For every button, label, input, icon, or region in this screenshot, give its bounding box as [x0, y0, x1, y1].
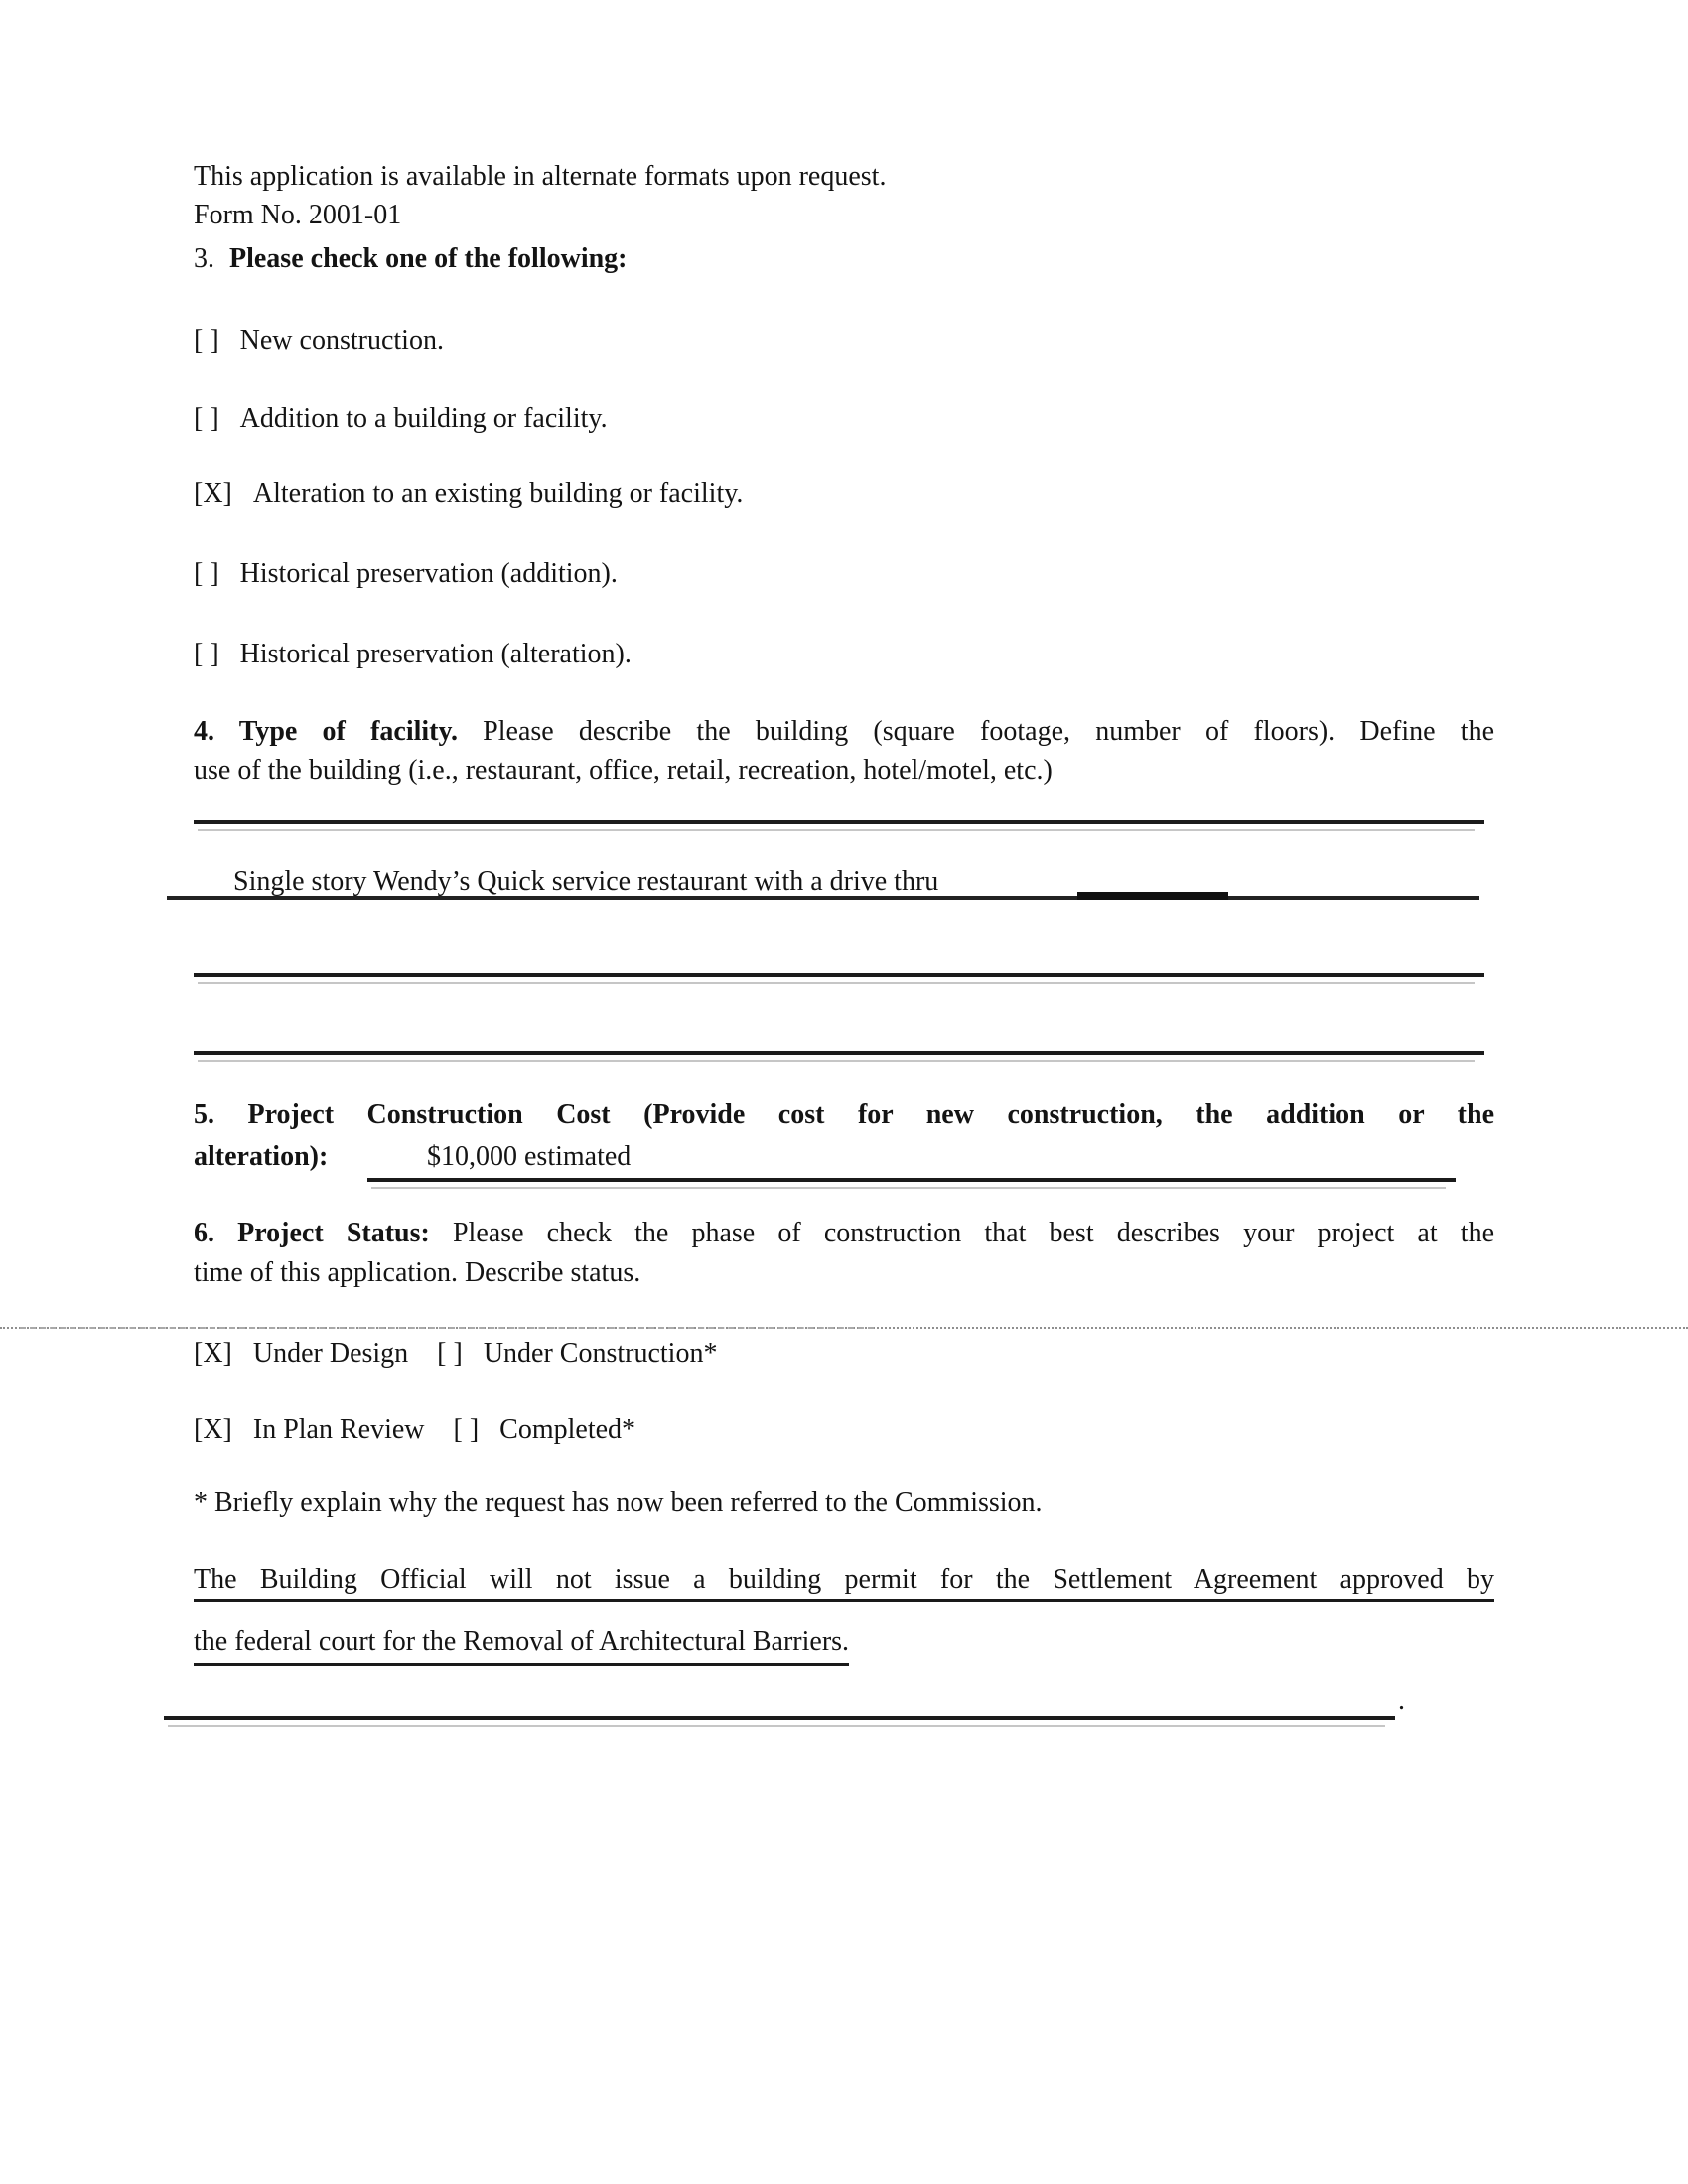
- section-5-line-1: 5. Project Construction Cost (Provide cost for new construction, the addition or the: [194, 1099, 1494, 1130]
- checkbox-under-construction[interactable]: [ ]: [437, 1338, 463, 1369]
- checkbox-historical-addition[interactable]: [ ]: [194, 558, 219, 589]
- checkbox-historical-alteration[interactable]: [ ]: [194, 639, 219, 669]
- explanation-line-1: The Building Official will not issue a building permit for the Settlement Agreement approved by: [194, 1561, 1494, 1602]
- option-addition: [194, 400, 608, 438]
- checkbox-under-design[interactable]: [X]: [194, 1338, 232, 1369]
- cost-label: alteration):: [194, 1141, 329, 1172]
- project-status-heading: 6. Project Status:: [194, 1218, 430, 1248]
- section-4-line-1-rest: Please describe the building (square footage, number of floors). Define the: [457, 716, 1494, 747]
- section-3-number: 3.: [194, 243, 214, 274]
- option-historical-addition: [194, 555, 618, 593]
- label-alteration: Alteration to an existing building or facility.: [252, 478, 744, 509]
- footnote-text: * Briefly explain why the request has now been referred to the Commission.: [194, 1487, 1043, 1518]
- form-number: Form No. 2001-01: [194, 200, 402, 230]
- checkbox-alteration[interactable]: [X]: [194, 478, 232, 509]
- section-3-title: Please check one of the following:: [229, 243, 628, 274]
- section-6-line-2: time of this application. Describe status.: [194, 1257, 641, 1288]
- facility-answer-underline-heavy-segment: [1077, 892, 1228, 900]
- option-new-construction: [194, 322, 444, 360]
- explanation-line-2-row: [194, 1623, 849, 1666]
- cost-answer-text[interactable]: $10,000 estimated: [427, 1141, 632, 1172]
- explanation-line-2: the federal court for the Removal of Architectural Barriers.: [194, 1623, 849, 1666]
- facility-answer-text[interactable]: Single story Wendy’s Quick service restaurant with a drive thru: [233, 866, 939, 897]
- cost-answer-underline[interactable]: [367, 1178, 1456, 1182]
- status-row-2: [194, 1411, 635, 1449]
- section-3-heading: [194, 240, 628, 278]
- label-completed: Completed*: [499, 1414, 636, 1445]
- facility-answer-underline[interactable]: [167, 896, 1479, 900]
- section-6-line-1: [194, 1215, 1494, 1252]
- checkbox-new-construction[interactable]: [ ]: [194, 325, 219, 356]
- type-of-facility-heading: 4. Type of facility.: [194, 716, 458, 747]
- status-row-1: [194, 1335, 717, 1373]
- checkbox-in-plan-review[interactable]: [X]: [194, 1414, 232, 1445]
- label-historical-addition: Historical preservation (addition).: [239, 558, 618, 589]
- scan-artifact-dotted-line-dense-segment: [20, 1327, 874, 1329]
- trailing-period: .: [1398, 1685, 1405, 1716]
- label-under-design: Under Design: [252, 1338, 409, 1369]
- facility-blank-line-2[interactable]: [194, 973, 1484, 977]
- option-historical-alteration: [194, 636, 632, 673]
- label-historical-alteration: Historical preservation (alteration).: [239, 639, 632, 669]
- final-blank-line[interactable]: [164, 1716, 1395, 1720]
- facility-blank-line-3[interactable]: [194, 1051, 1484, 1055]
- option-alteration: [194, 475, 743, 512]
- label-new-construction: New construction.: [239, 325, 444, 356]
- checkbox-completed[interactable]: [ ]: [453, 1414, 480, 1445]
- section-4-line-1: [194, 713, 1494, 751]
- label-under-construction: Under Construction*: [483, 1338, 718, 1369]
- label-in-plan-review: In Plan Review: [252, 1414, 425, 1445]
- checkbox-addition[interactable]: [ ]: [194, 403, 219, 434]
- facility-blank-line-1[interactable]: [194, 820, 1484, 824]
- alternate-formats-note: This application is available in alternate formats upon request.: [194, 161, 887, 192]
- section-6-line-1-rest: Please check the phase of construction that best describes your project at the: [429, 1218, 1494, 1248]
- label-addition: Addition to a building or facility.: [239, 403, 608, 434]
- section-4-line-2: use of the building (i.e., restaurant, office, retail, recreation, hotel/motel, etc.): [194, 755, 1053, 786]
